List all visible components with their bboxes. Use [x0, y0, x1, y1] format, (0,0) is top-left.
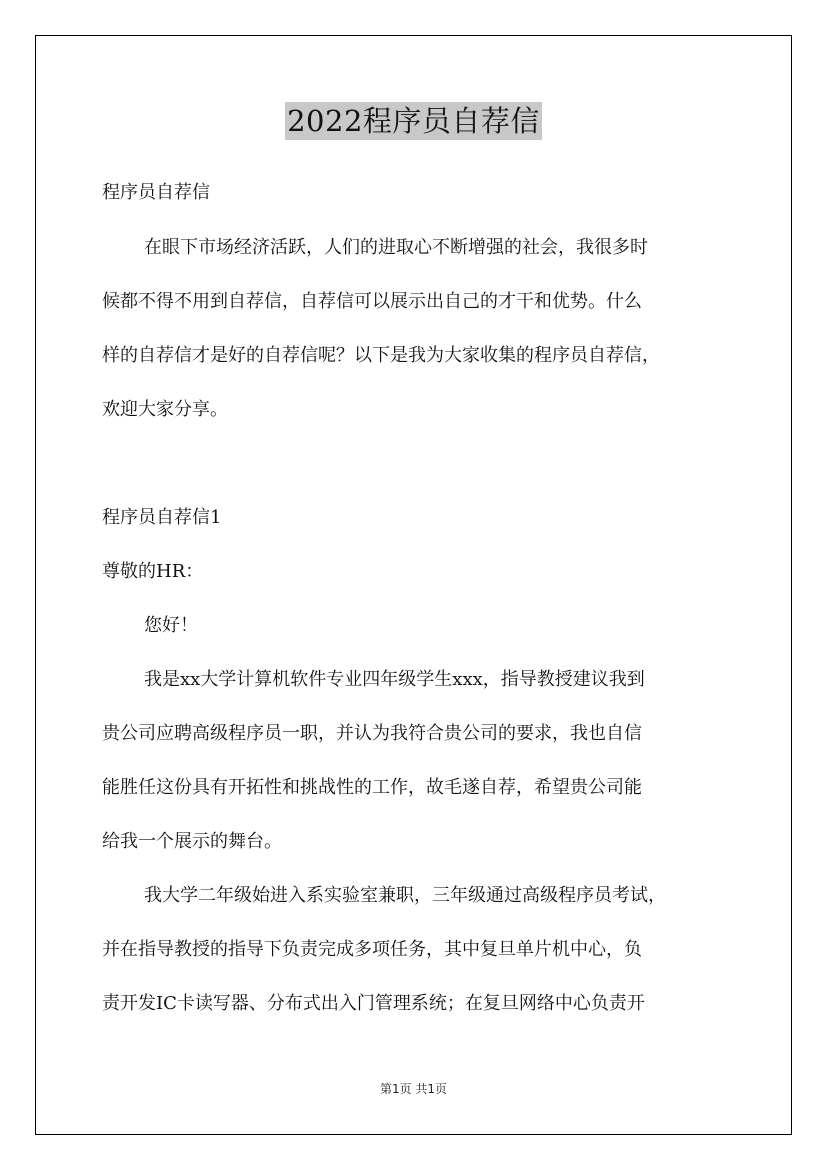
- para2-line-3: 责开发IC卡读写器、分布式出入门管理系统；在复旦网络中心负责开: [102, 993, 645, 1014]
- para1-line-4: 给我一个展示的舞台。: [102, 831, 282, 852]
- para1-line-3: 能胜任这份具有开拓性和挑战性的工作，故毛遂自荐，希望贵公司能: [102, 777, 642, 798]
- document-title: 2022程序员自荐信: [287, 104, 540, 138]
- paragraph-1: [144, 653, 784, 707]
- intro-line-4: 欢迎大家分享。: [102, 399, 228, 420]
- page-footer: 第1页 共1页: [379, 1082, 448, 1096]
- para1-line-2: 贵公司应聘高级程序员一职，并认为我符合贵公司的要求，我也自信: [102, 723, 642, 744]
- paragraph-2: [144, 869, 784, 923]
- greeting: 您好！: [144, 615, 198, 636]
- section-heading: 程序员自荐信1: [102, 507, 222, 528]
- intro-line-1: 在眼下市场经济活跃，人们的进取心不断增强的社会，我很多时: [144, 237, 648, 258]
- intro-paragraph-cont: [102, 275, 742, 437]
- salutation: 尊敬的HR：: [102, 561, 204, 582]
- intro-line-2: 候都不得不用到自荐信，自荐信可以展示出自己的才干和优势。什么: [102, 291, 642, 312]
- intro-line-3: 样的自荐信才是好的自荐信呢？以下是我为大家收集的程序员自荐信，: [102, 345, 660, 366]
- para2-line-1: 我大学二年级始进入系实验室兼职，三年级通过高级程序员考试，: [144, 885, 666, 906]
- intro-paragraph: [144, 221, 784, 275]
- document-subtitle: 程序员自荐信: [102, 182, 210, 203]
- para2-line-2: 并在指导教授的指导下负责完成多项任务，其中复旦单片机中心，负: [102, 939, 642, 960]
- para1-line-1: 我是xx大学计算机软件专业四年级学生xxx，指导教授建议我到: [144, 669, 645, 690]
- paragraph-1-cont: [102, 707, 742, 869]
- paragraph-2-cont: [102, 923, 742, 1031]
- title-wrap: [0, 102, 827, 140]
